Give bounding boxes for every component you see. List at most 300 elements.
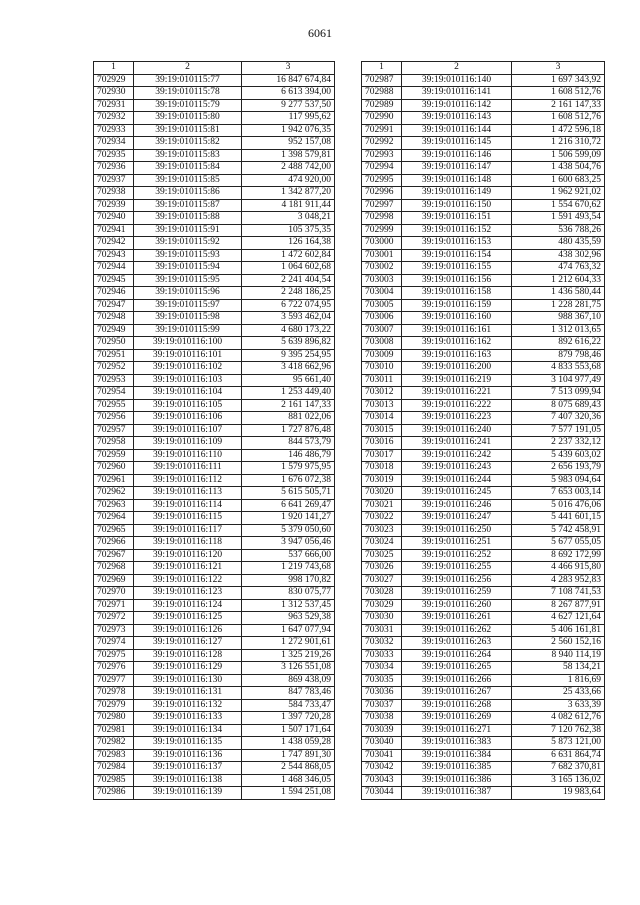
table-row [362,412,605,425]
table-row [94,624,335,637]
value-cell: 2 161 147,33 [512,99,605,112]
cadastral-number-cell: 39:19:010116:148 [402,174,512,187]
row-number-cell: 703006 [362,312,402,325]
value-cell: 879 798,46 [512,349,605,362]
table-row [94,737,335,750]
row-number-cell: 703017 [362,449,402,462]
row-number-cell: 702978 [94,687,134,700]
table-row [362,324,605,337]
table-row [94,262,335,275]
cadastral-number-cell: 39:19:010116:111 [134,462,242,475]
row-number-cell: 702942 [94,237,134,250]
cadastral-number-cell: 39:19:010116:132 [134,699,242,712]
value-cell: 844 573,79 [242,437,335,450]
value-cell: 5 441 601,15 [512,512,605,525]
value-cell: 4 627 121,64 [512,612,605,625]
value-cell: 1 591 493,54 [512,212,605,225]
cadastral-number-cell: 39:19:010116:153 [402,237,512,250]
cadastral-number-cell: 39:19:010115:92 [134,237,242,250]
cadastral-number-cell: 39:19:010116:115 [134,512,242,525]
row-number-cell: 703042 [362,762,402,775]
value-cell: 5 615 505,71 [242,487,335,500]
table-row [94,374,335,387]
value-cell: 1 962 921,02 [512,187,605,200]
cadastral-number-cell: 39:19:010115:87 [134,199,242,212]
cadastral-number-cell: 39:19:010116:112 [134,474,242,487]
cadastral-number-cell: 39:19:010116:129 [134,662,242,675]
row-number-cell: 702989 [362,99,402,112]
row-number-cell: 703011 [362,374,402,387]
table-row [94,699,335,712]
row-number-cell: 702962 [94,487,134,500]
table-row [94,649,335,662]
value-cell: 3 593 462,04 [242,312,335,325]
table-row [94,524,335,537]
value-cell: 5 983 094,64 [512,474,605,487]
table-row [362,162,605,175]
cadastral-number-cell: 39:19:010116:154 [402,249,512,262]
value-cell: 16 847 674,84 [242,74,335,87]
row-number-cell: 703018 [362,462,402,475]
table-row [362,374,605,387]
value-cell: 4 680 173,22 [242,324,335,337]
table-row [94,324,335,337]
row-number-cell: 703008 [362,337,402,350]
cadastral-number-cell: 39:19:010115:80 [134,112,242,125]
value-cell: 4 082 612,76 [512,712,605,725]
table-row [362,137,605,150]
value-cell: 1 600 683,25 [512,174,605,187]
row-number-cell: 702955 [94,399,134,412]
cadastral-number-cell: 39:19:010116:103 [134,374,242,387]
header-cell-number: 1 [94,62,134,75]
value-cell: 1 312 013,65 [512,324,605,337]
cadastral-number-cell: 39:19:010115:85 [134,174,242,187]
table-row [362,299,605,312]
cadastral-number-cell: 39:19:010116:269 [402,712,512,725]
table-row [362,737,605,750]
table-row [362,187,605,200]
table-row [362,612,605,625]
cadastral-number-cell: 39:19:010116:384 [402,749,512,762]
value-cell: 8 692 172,99 [512,549,605,562]
table-row [94,787,335,800]
row-number-cell: 702991 [362,124,402,137]
value-cell: 4 466 915,80 [512,562,605,575]
cadastral-number-cell: 39:19:010116:105 [134,399,242,412]
header-cell-value: 3 [242,62,335,75]
page-number: 6061 [308,26,332,40]
table-row [362,549,605,562]
cadastral-number-cell: 39:19:010116:159 [402,299,512,312]
row-number-cell: 702988 [362,87,402,100]
cadastral-number-cell: 39:19:010116:259 [402,587,512,600]
cadastral-number-cell: 39:19:010116:242 [402,449,512,462]
cadastral-number-cell: 39:19:010116:271 [402,724,512,737]
row-number-cell: 702972 [94,612,134,625]
table-row [94,637,335,650]
table-row [94,112,335,125]
row-number-cell: 702973 [94,624,134,637]
value-cell: 2 161 147,33 [242,399,335,412]
cadastral-number-cell: 39:19:010116:267 [402,687,512,700]
value-cell: 1 272 901,61 [242,637,335,650]
value-cell: 7 120 762,38 [512,724,605,737]
cadastral-number-cell: 39:19:010116:383 [402,737,512,750]
value-cell: 1 697 343,92 [512,74,605,87]
table-header-row [362,62,605,75]
table-row [94,662,335,675]
cadastral-number-cell: 39:19:010115:82 [134,137,242,150]
value-cell: 3 126 551,08 [242,662,335,675]
cadastral-number-cell: 39:19:010116:200 [402,362,512,375]
table-row [94,287,335,300]
table-row [362,74,605,87]
cadastral-number-cell: 39:19:010116:123 [134,587,242,600]
cadastral-number-cell: 39:19:010116:163 [402,349,512,362]
row-number-cell: 703025 [362,549,402,562]
row-number-cell: 702983 [94,749,134,762]
value-cell: 4 833 553,68 [512,362,605,375]
cadastral-number-cell: 39:19:010116:263 [402,637,512,650]
row-number-cell: 703034 [362,662,402,675]
table-row [362,312,605,325]
value-cell: 1 398 579,81 [242,149,335,162]
value-cell: 1 507 171,64 [242,724,335,737]
value-cell: 3 165 136,02 [512,774,605,787]
row-number-cell: 702979 [94,699,134,712]
value-cell: 5 379 050,60 [242,524,335,537]
table-row [362,387,605,400]
table-row [94,149,335,162]
value-cell: 438 302,96 [512,249,605,262]
row-number-cell: 702995 [362,174,402,187]
row-number-cell: 703007 [362,324,402,337]
cadastral-number-cell: 39:19:010116:137 [134,762,242,775]
table-row [94,462,335,475]
row-number-cell: 702960 [94,462,134,475]
row-number-cell: 702963 [94,499,134,512]
row-number-cell: 702996 [362,187,402,200]
table-row [362,212,605,225]
value-cell: 5 742 458,91 [512,524,605,537]
cadastral-number-cell: 39:19:010116:255 [402,562,512,575]
cadastral-number-cell: 39:19:010116:128 [134,649,242,662]
cadastral-number-cell: 39:19:010116:138 [134,774,242,787]
value-cell: 146 486,79 [242,449,335,462]
table-row [94,424,335,437]
table-row [94,199,335,212]
row-number-cell: 702950 [94,337,134,350]
row-number-cell: 702968 [94,562,134,575]
row-number-cell: 703044 [362,787,402,800]
row-number-cell: 702980 [94,712,134,725]
table-row [94,399,335,412]
row-number-cell: 702997 [362,199,402,212]
row-number-cell: 703015 [362,424,402,437]
table-row [362,762,605,775]
cadastral-number-cell: 39:19:010116:147 [402,162,512,175]
table-row [94,762,335,775]
value-cell: 881 022,06 [242,412,335,425]
table-row [362,99,605,112]
table-row [362,649,605,662]
cadastral-number-cell: 39:19:010116:221 [402,387,512,400]
row-number-cell: 702966 [94,537,134,550]
row-number-cell: 702985 [94,774,134,787]
value-cell: 537 666,00 [242,549,335,562]
row-number-cell: 702958 [94,437,134,450]
table-row [94,512,335,525]
value-cell: 536 788,26 [512,224,605,237]
row-number-cell: 703036 [362,687,402,700]
table-row [362,287,605,300]
table-row [94,437,335,450]
cadastral-number-cell: 39:19:010115:79 [134,99,242,112]
cadastral-number-cell: 39:19:010116:241 [402,437,512,450]
table-row [94,587,335,600]
cadastral-number-cell: 39:19:010115:95 [134,274,242,287]
table-row [94,537,335,550]
value-cell: 105 375,35 [242,224,335,237]
cadastral-number-cell: 39:19:010116:104 [134,387,242,400]
row-number-cell: 702934 [94,137,134,150]
value-cell: 1 325 219,26 [242,649,335,662]
cadastral-number-cell: 39:19:010116:223 [402,412,512,425]
table-row [362,87,605,100]
row-number-cell: 703041 [362,749,402,762]
row-number-cell: 703035 [362,674,402,687]
row-number-cell: 702953 [94,374,134,387]
value-cell: 7 577 191,05 [512,424,605,437]
table-row [94,487,335,500]
cadastral-number-cell: 39:19:010116:385 [402,762,512,775]
value-cell: 1 472 596,18 [512,124,605,137]
cadastral-number-cell: 39:19:010116:245 [402,487,512,500]
value-cell: 480 435,59 [512,237,605,250]
row-number-cell: 703033 [362,649,402,662]
table-row [362,237,605,250]
table-row [94,174,335,187]
value-cell: 7 682 370,81 [512,762,605,775]
table-row [362,474,605,487]
cadastral-number-cell: 39:19:010115:81 [134,124,242,137]
cadastral-number-cell: 39:19:010116:156 [402,274,512,287]
row-number-cell: 703016 [362,437,402,450]
cadastral-number-cell: 39:19:010115:99 [134,324,242,337]
value-cell: 2 237 332,12 [512,437,605,450]
row-number-cell: 703013 [362,399,402,412]
cadastral-number-cell: 39:19:010116:155 [402,262,512,275]
cadastral-number-cell: 39:19:010115:78 [134,87,242,100]
left-table [93,61,335,800]
value-cell: 5 873 121,00 [512,737,605,750]
cadastral-number-cell: 39:19:010116:125 [134,612,242,625]
row-number-cell: 703002 [362,262,402,275]
table-row [94,774,335,787]
table-row [94,299,335,312]
value-cell: 998 170,82 [242,574,335,587]
value-cell: 1 438 059,28 [242,737,335,750]
cadastral-number-cell: 39:19:010115:97 [134,299,242,312]
cadastral-number-cell: 39:19:010116:126 [134,624,242,637]
row-number-cell: 702964 [94,512,134,525]
table-header-row [94,62,335,75]
row-number-cell: 702932 [94,112,134,125]
value-cell: 6 641 269,47 [242,499,335,512]
row-number-cell: 703029 [362,599,402,612]
table-row [362,662,605,675]
cadastral-number-cell: 39:19:010116:264 [402,649,512,662]
value-cell: 3 633,39 [512,699,605,712]
value-cell: 1 727 876,48 [242,424,335,437]
cadastral-number-cell: 39:19:010116:149 [402,187,512,200]
value-cell: 1 647 077,94 [242,624,335,637]
header-cell-cadastral: 2 [134,62,242,75]
cadastral-number-cell: 39:19:010116:161 [402,324,512,337]
right-table [361,61,605,800]
cadastral-number-cell: 39:19:010116:387 [402,787,512,800]
row-number-cell: 702933 [94,124,134,137]
value-cell: 6 722 074,95 [242,299,335,312]
cadastral-number-cell: 39:19:010115:94 [134,262,242,275]
value-cell: 1 920 141,27 [242,512,335,525]
value-cell: 1 942 076,35 [242,124,335,137]
cadastral-number-cell: 39:19:010116:222 [402,399,512,412]
row-number-cell: 702992 [362,137,402,150]
table-row [94,162,335,175]
value-cell: 1 579 975,95 [242,462,335,475]
table-row [94,499,335,512]
right-table-body [362,62,605,800]
table-row [94,387,335,400]
row-number-cell: 702951 [94,349,134,362]
table-row [94,724,335,737]
row-number-cell: 703010 [362,362,402,375]
row-number-cell: 703038 [362,712,402,725]
table-row [94,249,335,262]
value-cell: 963 529,38 [242,612,335,625]
table-row [362,699,605,712]
cadastral-number-cell: 39:19:010116:158 [402,287,512,300]
cadastral-number-cell: 39:19:010116:143 [402,112,512,125]
value-cell: 2 560 152,16 [512,637,605,650]
table-row [362,674,605,687]
value-cell: 474 920,00 [242,174,335,187]
row-number-cell: 702946 [94,287,134,300]
value-cell: 988 367,10 [512,312,605,325]
cadastral-number-cell: 39:19:010115:88 [134,212,242,225]
cadastral-number-cell: 39:19:010115:93 [134,249,242,262]
table-row [94,449,335,462]
row-number-cell: 703032 [362,637,402,650]
table-row [362,437,605,450]
cadastral-number-cell: 39:19:010116:247 [402,512,512,525]
value-cell: 1 312 537,45 [242,599,335,612]
row-number-cell: 702931 [94,99,134,112]
table-row [94,712,335,725]
table-row [362,512,605,525]
table-row [362,599,605,612]
cadastral-number-cell: 39:19:010116:265 [402,662,512,675]
table-row [362,337,605,350]
row-number-cell: 702936 [94,162,134,175]
value-cell: 1 676 072,38 [242,474,335,487]
table-row [94,274,335,287]
row-number-cell: 702947 [94,299,134,312]
table-row [94,87,335,100]
table-row [362,362,605,375]
value-cell: 1 816,69 [512,674,605,687]
value-cell: 474 763,32 [512,262,605,275]
cadastral-number-cell: 39:19:010115:96 [134,287,242,300]
table-row [94,187,335,200]
cadastral-number-cell: 39:19:010116:109 [134,437,242,450]
cadastral-number-cell: 39:19:010116:122 [134,574,242,587]
table-row [362,224,605,237]
value-cell: 3 048,21 [242,212,335,225]
table-row [94,337,335,350]
row-number-cell: 702977 [94,674,134,687]
left-table-body [94,62,335,800]
row-number-cell: 702976 [94,662,134,675]
cadastral-number-cell: 39:19:010116:145 [402,137,512,150]
row-number-cell: 702959 [94,449,134,462]
table-row [362,124,605,137]
header-cell-value: 3 [512,62,605,75]
row-number-cell: 702998 [362,212,402,225]
table-row [362,749,605,762]
table-row [94,124,335,137]
table-row [362,499,605,512]
cadastral-number-cell: 39:19:010116:386 [402,774,512,787]
value-cell: 58 134,21 [512,662,605,675]
value-cell: 7 108 741,53 [512,587,605,600]
value-cell: 1 506 599,09 [512,149,605,162]
row-number-cell: 702940 [94,212,134,225]
table-row [94,599,335,612]
row-number-cell: 703019 [362,474,402,487]
cadastral-number-cell: 39:19:010116:135 [134,737,242,750]
value-cell: 1 438 504,76 [512,162,605,175]
value-cell: 1 253 449,40 [242,387,335,400]
table-row [362,449,605,462]
row-number-cell: 703021 [362,499,402,512]
value-cell: 1 064 602,68 [242,262,335,275]
value-cell: 1 228 281,75 [512,299,605,312]
row-number-cell: 703028 [362,587,402,600]
value-cell: 126 164,38 [242,237,335,250]
cadastral-number-cell: 39:19:010116:150 [402,199,512,212]
cadastral-number-cell: 39:19:010116:152 [402,224,512,237]
value-cell: 1 216 310,72 [512,137,605,150]
value-cell: 1 608 512,76 [512,87,605,100]
cadastral-number-cell: 39:19:010116:110 [134,449,242,462]
row-number-cell: 702949 [94,324,134,337]
value-cell: 19 983,64 [512,787,605,800]
value-cell: 2 656 193,79 [512,462,605,475]
table-row [94,574,335,587]
value-cell: 3 947 056,46 [242,537,335,550]
value-cell: 6 613 394,00 [242,87,335,100]
value-cell: 830 075,77 [242,587,335,600]
value-cell: 3 104 977,49 [512,374,605,387]
cadastral-number-cell: 39:19:010116:140 [402,74,512,87]
row-number-cell: 702948 [94,312,134,325]
row-number-cell: 703031 [362,624,402,637]
table-row [94,212,335,225]
table-row [94,687,335,700]
